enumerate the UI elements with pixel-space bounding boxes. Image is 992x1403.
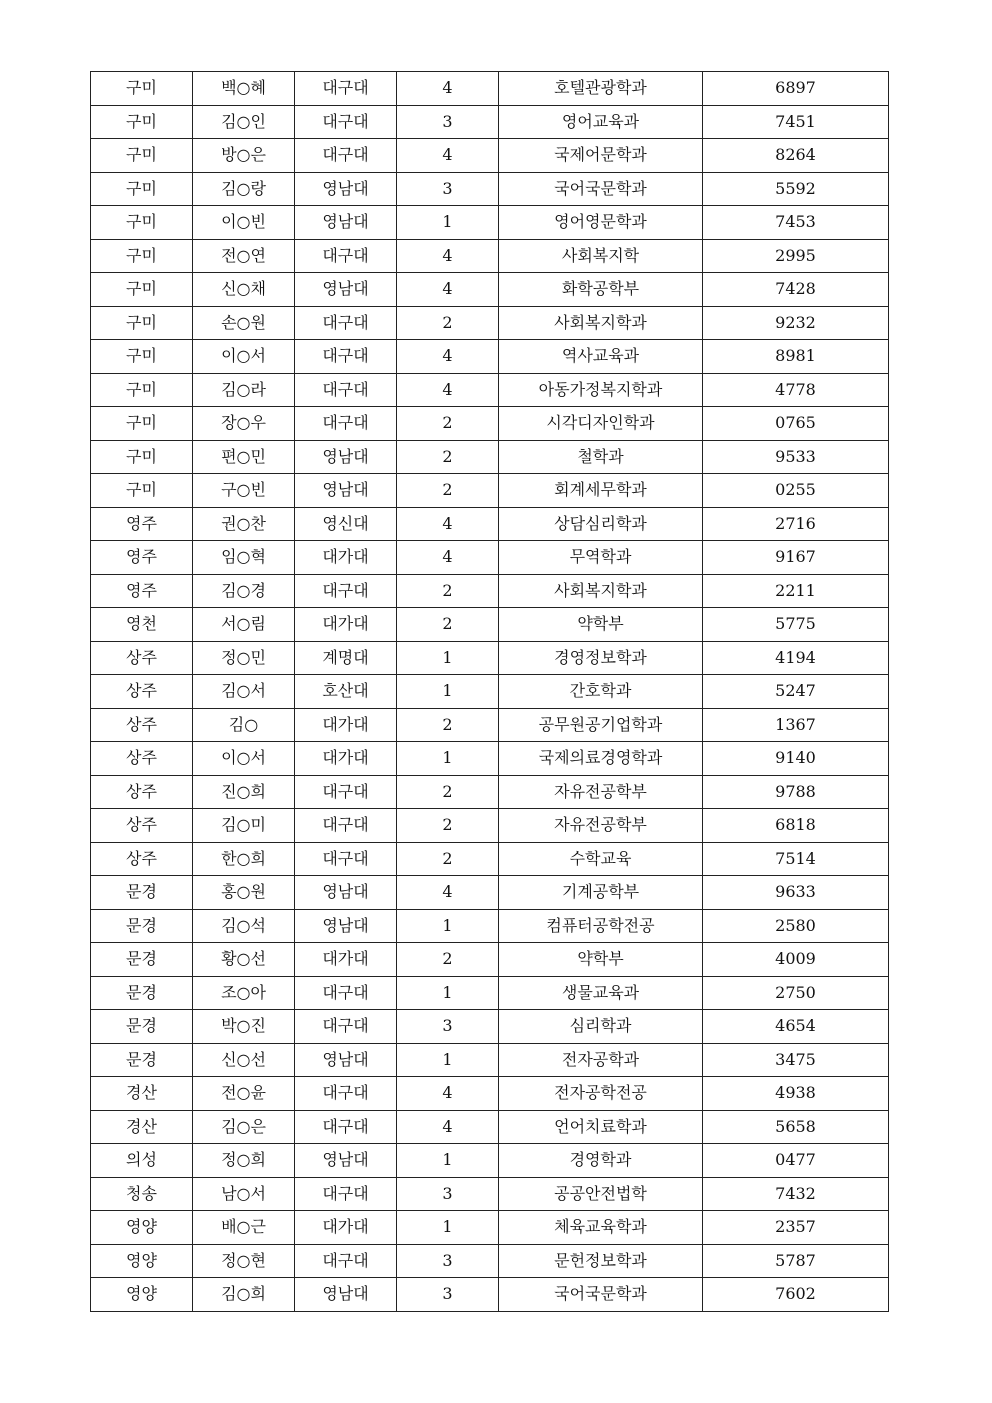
number-cell: 4654 [703, 1010, 889, 1044]
region-cell: 경산 [91, 1077, 193, 1111]
table-row [91, 407, 889, 441]
grade-cell: 1 [397, 1211, 499, 1245]
department-cell: 심리학과 [499, 1010, 703, 1044]
department-cell: 자유전공학부 [499, 775, 703, 809]
grade-cell: 1 [397, 742, 499, 776]
table-row [91, 943, 889, 977]
region-cell: 상주 [91, 708, 193, 742]
department-cell: 화학공학부 [499, 273, 703, 307]
grade-cell: 4 [397, 373, 499, 407]
table-row [91, 775, 889, 809]
name-cell: 김○경 [193, 574, 295, 608]
table-row [91, 541, 889, 575]
number-cell: 0255 [703, 474, 889, 508]
region-cell: 영천 [91, 608, 193, 642]
grade-cell: 2 [397, 474, 499, 508]
university-cell: 영남대 [295, 909, 397, 943]
number-cell: 4938 [703, 1077, 889, 1111]
region-cell: 상주 [91, 641, 193, 675]
region-cell: 상주 [91, 842, 193, 876]
department-cell: 자유전공학부 [499, 809, 703, 843]
grade-cell: 4 [397, 876, 499, 910]
name-cell: 김○은 [193, 1110, 295, 1144]
number-cell: 4009 [703, 943, 889, 977]
department-cell: 컴퓨터공학전공 [499, 909, 703, 943]
number-cell: 9140 [703, 742, 889, 776]
table-row [91, 708, 889, 742]
grade-cell: 4 [397, 239, 499, 273]
university-cell: 영남대 [295, 440, 397, 474]
name-cell: 신○선 [193, 1043, 295, 1077]
university-cell: 대구대 [295, 1177, 397, 1211]
department-cell: 역사교육과 [499, 340, 703, 374]
university-cell: 영신대 [295, 507, 397, 541]
grade-cell: 1 [397, 675, 499, 709]
name-cell: 정○현 [193, 1244, 295, 1278]
university-cell: 대구대 [295, 1010, 397, 1044]
university-cell: 대구대 [295, 340, 397, 374]
number-cell: 7432 [703, 1177, 889, 1211]
department-cell: 전자공학전공 [499, 1077, 703, 1111]
name-cell: 방○은 [193, 139, 295, 173]
name-cell: 구○빈 [193, 474, 295, 508]
table-row [91, 1010, 889, 1044]
university-cell: 대구대 [295, 373, 397, 407]
grade-cell: 1 [397, 1144, 499, 1178]
region-cell: 구미 [91, 407, 193, 441]
region-cell: 의성 [91, 1144, 193, 1178]
table-row [91, 1278, 889, 1312]
university-cell: 대구대 [295, 775, 397, 809]
table-row [91, 1144, 889, 1178]
name-cell: 이○서 [193, 340, 295, 374]
table-row [91, 608, 889, 642]
university-cell: 호산대 [295, 675, 397, 709]
grade-cell: 4 [397, 139, 499, 173]
department-cell: 경영학과 [499, 1144, 703, 1178]
region-cell: 문경 [91, 876, 193, 910]
department-cell: 상담심리학과 [499, 507, 703, 541]
number-cell: 9232 [703, 306, 889, 340]
university-cell: 대구대 [295, 105, 397, 139]
name-cell: 서○림 [193, 608, 295, 642]
department-cell: 영어영문학과 [499, 206, 703, 240]
table-row [91, 273, 889, 307]
university-cell: 대가대 [295, 541, 397, 575]
name-cell: 장○우 [193, 407, 295, 441]
grade-cell: 2 [397, 440, 499, 474]
number-cell: 2750 [703, 976, 889, 1010]
region-cell: 구미 [91, 440, 193, 474]
university-cell: 대구대 [295, 842, 397, 876]
university-cell: 영남대 [295, 273, 397, 307]
grade-cell: 4 [397, 340, 499, 374]
number-cell: 5658 [703, 1110, 889, 1144]
region-cell: 구미 [91, 474, 193, 508]
number-cell: 4778 [703, 373, 889, 407]
number-cell: 3475 [703, 1043, 889, 1077]
department-cell: 무역학과 [499, 541, 703, 575]
region-cell: 문경 [91, 909, 193, 943]
table-row [91, 675, 889, 709]
grade-cell: 3 [397, 1278, 499, 1312]
department-cell: 호텔관광학과 [499, 72, 703, 106]
number-cell: 4194 [703, 641, 889, 675]
department-cell: 국제의료경영학과 [499, 742, 703, 776]
grade-cell: 3 [397, 172, 499, 206]
grade-cell: 2 [397, 943, 499, 977]
name-cell: 김○희 [193, 1278, 295, 1312]
table-row [91, 306, 889, 340]
number-cell: 8264 [703, 139, 889, 173]
number-cell: 9533 [703, 440, 889, 474]
grade-cell: 2 [397, 306, 499, 340]
university-cell: 대가대 [295, 742, 397, 776]
number-cell: 2716 [703, 507, 889, 541]
table-row [91, 641, 889, 675]
department-cell: 수학교육 [499, 842, 703, 876]
department-cell: 간호학과 [499, 675, 703, 709]
region-cell: 구미 [91, 239, 193, 273]
university-cell: 대구대 [295, 574, 397, 608]
name-cell: 손○원 [193, 306, 295, 340]
department-cell: 회계세무학과 [499, 474, 703, 508]
name-cell: 편○민 [193, 440, 295, 474]
table-row [91, 172, 889, 206]
department-cell: 아동가정복지학과 [499, 373, 703, 407]
department-cell: 전자공학과 [499, 1043, 703, 1077]
region-cell: 문경 [91, 976, 193, 1010]
table-row [91, 340, 889, 374]
grade-cell: 3 [397, 1010, 499, 1044]
table-row [91, 876, 889, 910]
grade-cell: 1 [397, 976, 499, 1010]
grade-cell: 1 [397, 1043, 499, 1077]
number-cell: 7428 [703, 273, 889, 307]
university-cell: 대구대 [295, 1110, 397, 1144]
table-row [91, 1244, 889, 1278]
department-cell: 약학부 [499, 608, 703, 642]
number-cell: 5787 [703, 1244, 889, 1278]
name-cell: 남○서 [193, 1177, 295, 1211]
number-cell: 2995 [703, 239, 889, 273]
table-row [91, 239, 889, 273]
university-cell: 대가대 [295, 943, 397, 977]
grade-cell: 2 [397, 775, 499, 809]
name-cell: 전○연 [193, 239, 295, 273]
table-row [91, 507, 889, 541]
region-cell: 영주 [91, 574, 193, 608]
department-cell: 생물교육과 [499, 976, 703, 1010]
name-cell: 황○선 [193, 943, 295, 977]
university-cell: 영남대 [295, 474, 397, 508]
name-cell: 김○라 [193, 373, 295, 407]
region-cell: 경산 [91, 1110, 193, 1144]
name-cell: 김○석 [193, 909, 295, 943]
region-cell: 구미 [91, 340, 193, 374]
number-cell: 5775 [703, 608, 889, 642]
region-cell: 청송 [91, 1177, 193, 1211]
table-row [91, 742, 889, 776]
region-cell: 상주 [91, 742, 193, 776]
university-cell: 대가대 [295, 608, 397, 642]
grade-cell: 2 [397, 407, 499, 441]
name-cell: 김○랑 [193, 172, 295, 206]
university-cell: 영남대 [295, 1144, 397, 1178]
university-cell: 대구대 [295, 1244, 397, 1278]
name-cell: 조○아 [193, 976, 295, 1010]
university-cell: 대구대 [295, 407, 397, 441]
department-cell: 기계공학부 [499, 876, 703, 910]
department-cell: 공공안전법학 [499, 1177, 703, 1211]
department-cell: 국어국문학과 [499, 172, 703, 206]
number-cell: 2211 [703, 574, 889, 608]
table-row [91, 1177, 889, 1211]
grade-cell: 2 [397, 608, 499, 642]
department-cell: 언어치료학과 [499, 1110, 703, 1144]
scholarship-table [90, 71, 889, 1312]
department-cell: 사회복지학과 [499, 574, 703, 608]
university-cell: 영남대 [295, 876, 397, 910]
table-row [91, 909, 889, 943]
department-cell: 영어교육과 [499, 105, 703, 139]
grade-cell: 1 [397, 641, 499, 675]
grade-cell: 3 [397, 105, 499, 139]
table-body [91, 72, 889, 1312]
number-cell: 9167 [703, 541, 889, 575]
name-cell: 진○희 [193, 775, 295, 809]
university-cell: 영남대 [295, 172, 397, 206]
department-cell: 경영정보학과 [499, 641, 703, 675]
number-cell: 6818 [703, 809, 889, 843]
name-cell: 정○희 [193, 1144, 295, 1178]
department-cell: 국어국문학과 [499, 1278, 703, 1312]
grade-cell: 4 [397, 72, 499, 106]
table-row [91, 139, 889, 173]
number-cell: 7453 [703, 206, 889, 240]
name-cell: 한○희 [193, 842, 295, 876]
region-cell: 문경 [91, 943, 193, 977]
number-cell: 9788 [703, 775, 889, 809]
department-cell: 약학부 [499, 943, 703, 977]
number-cell: 0765 [703, 407, 889, 441]
region-cell: 구미 [91, 105, 193, 139]
department-cell: 문헌정보학과 [499, 1244, 703, 1278]
table-row [91, 1043, 889, 1077]
table-row [91, 976, 889, 1010]
region-cell: 상주 [91, 775, 193, 809]
university-cell: 대구대 [295, 72, 397, 106]
name-cell: 이○빈 [193, 206, 295, 240]
university-cell: 대구대 [295, 1077, 397, 1111]
number-cell: 1367 [703, 708, 889, 742]
grade-cell: 4 [397, 507, 499, 541]
university-cell: 대가대 [295, 708, 397, 742]
table-row [91, 206, 889, 240]
grade-cell: 4 [397, 1077, 499, 1111]
region-cell: 구미 [91, 139, 193, 173]
department-cell: 사회복지학과 [499, 306, 703, 340]
name-cell: 신○채 [193, 273, 295, 307]
region-cell: 영양 [91, 1244, 193, 1278]
table-row [91, 1211, 889, 1245]
university-cell: 대구대 [295, 809, 397, 843]
region-cell: 상주 [91, 809, 193, 843]
grade-cell: 2 [397, 809, 499, 843]
name-cell: 임○혁 [193, 541, 295, 575]
name-cell: 김○서 [193, 675, 295, 709]
name-cell: 홍○원 [193, 876, 295, 910]
number-cell: 8981 [703, 340, 889, 374]
number-cell: 5592 [703, 172, 889, 206]
table-row [91, 440, 889, 474]
number-cell: 6897 [703, 72, 889, 106]
department-cell: 사회복지학 [499, 239, 703, 273]
region-cell: 구미 [91, 72, 193, 106]
name-cell: 김○ [193, 708, 295, 742]
name-cell: 김○미 [193, 809, 295, 843]
region-cell: 구미 [91, 373, 193, 407]
region-cell: 구미 [91, 273, 193, 307]
grade-cell: 3 [397, 1244, 499, 1278]
grade-cell: 1 [397, 909, 499, 943]
number-cell: 2357 [703, 1211, 889, 1245]
table-row [91, 1077, 889, 1111]
region-cell: 구미 [91, 206, 193, 240]
university-cell: 대구대 [295, 139, 397, 173]
grade-cell: 4 [397, 273, 499, 307]
grade-cell: 1 [397, 206, 499, 240]
name-cell: 정○민 [193, 641, 295, 675]
grade-cell: 3 [397, 1177, 499, 1211]
department-cell: 체육교육학과 [499, 1211, 703, 1245]
university-cell: 영남대 [295, 1278, 397, 1312]
name-cell: 배○근 [193, 1211, 295, 1245]
table-row [91, 474, 889, 508]
number-cell: 9633 [703, 876, 889, 910]
department-cell: 공무원공기업학과 [499, 708, 703, 742]
grade-cell: 4 [397, 1110, 499, 1144]
region-cell: 영양 [91, 1211, 193, 1245]
university-cell: 영남대 [295, 1043, 397, 1077]
table-row [91, 574, 889, 608]
department-cell: 시각디자인학과 [499, 407, 703, 441]
region-cell: 영양 [91, 1278, 193, 1312]
grade-cell: 2 [397, 842, 499, 876]
department-cell: 국제어문학과 [499, 139, 703, 173]
region-cell: 상주 [91, 675, 193, 709]
name-cell: 이○서 [193, 742, 295, 776]
university-cell: 대구대 [295, 239, 397, 273]
table-row [91, 72, 889, 106]
university-cell: 대구대 [295, 976, 397, 1010]
grade-cell: 4 [397, 541, 499, 575]
department-cell: 철학과 [499, 440, 703, 474]
university-cell: 계명대 [295, 641, 397, 675]
grade-cell: 2 [397, 574, 499, 608]
table-row [91, 842, 889, 876]
region-cell: 영주 [91, 507, 193, 541]
university-cell: 대가대 [295, 1211, 397, 1245]
region-cell: 문경 [91, 1010, 193, 1044]
name-cell: 김○인 [193, 105, 295, 139]
number-cell: 2580 [703, 909, 889, 943]
table-row [91, 809, 889, 843]
number-cell: 0477 [703, 1144, 889, 1178]
name-cell: 박○진 [193, 1010, 295, 1044]
table-row [91, 1110, 889, 1144]
region-cell: 영주 [91, 541, 193, 575]
university-cell: 영남대 [295, 206, 397, 240]
name-cell: 전○윤 [193, 1077, 295, 1111]
number-cell: 7602 [703, 1278, 889, 1312]
table-row [91, 373, 889, 407]
table-row [91, 105, 889, 139]
number-cell: 7514 [703, 842, 889, 876]
number-cell: 7451 [703, 105, 889, 139]
name-cell: 백○혜 [193, 72, 295, 106]
grade-cell: 2 [397, 708, 499, 742]
number-cell: 5247 [703, 675, 889, 709]
region-cell: 구미 [91, 306, 193, 340]
name-cell: 권○찬 [193, 507, 295, 541]
region-cell: 문경 [91, 1043, 193, 1077]
university-cell: 대구대 [295, 306, 397, 340]
region-cell: 구미 [91, 172, 193, 206]
